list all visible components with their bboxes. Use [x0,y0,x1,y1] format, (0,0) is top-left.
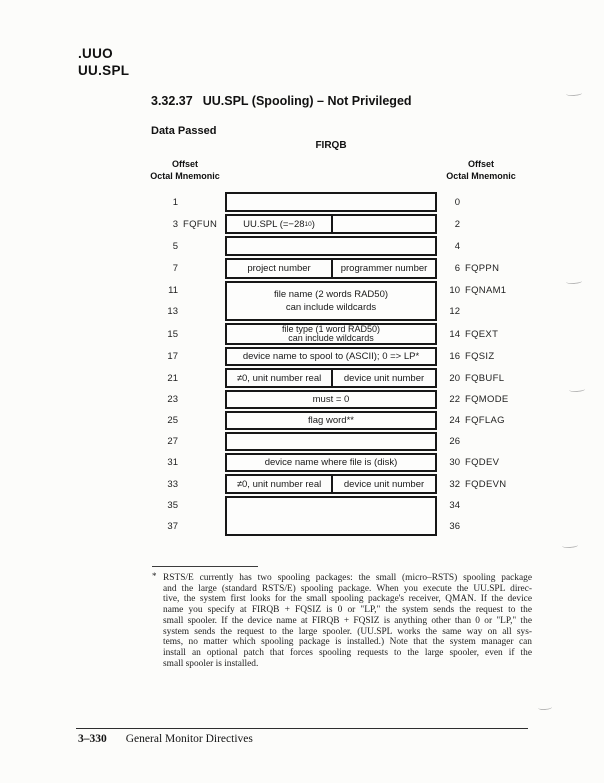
cell-value: programmer number [340,263,428,274]
cell-text: file type (1 word RAD50) [281,323,381,334]
offset-labels-right [447,453,521,472]
cell-value [333,216,435,232]
octal-mnemonic-label: Octal Mnemonic [150,170,220,181]
footnote [152,573,532,669]
offset-labels-right [447,236,521,256]
footnote-line: small spooler. If the device name at FIRQB + FQSIZ is anything other than 0 or "LP," the [163,615,532,626]
offset-labels-left [160,236,218,256]
cell-pair [227,476,435,492]
cell-pair [227,216,435,232]
footnote-line: and the large (standard RSTS/E) spooling package. When you execute the UU.SPL direc- [163,583,532,594]
scan-artifact [538,705,552,711]
mnemonic: FQNAM1 [465,285,507,296]
offset-labels-left [160,411,218,430]
mnemonic: FQPPN [465,263,500,274]
offset-labels-right [447,390,521,409]
running-head-line1: .UUO [78,46,113,61]
octal-offset: 31 [167,457,178,468]
footnote-line: name you specify at FIRQB + FQSIZ is 0 or "LP," the system sends the request to the [163,605,532,616]
page-footer [78,733,253,745]
octal-offset: 11 [168,285,178,296]
subscript: 10 [304,220,312,228]
octal-offset: 3 [172,218,178,230]
octal-offset: 12 [449,306,460,317]
footnote-marker: * [152,571,157,581]
offset-labels-right [447,432,521,451]
offset-labels-left [160,432,218,451]
offset-labels-left [160,214,218,234]
offset-labels-right [447,258,521,279]
cell-pair [227,260,435,277]
scan-artifact [566,278,582,284]
footnote-line: tive, the system first looks for the small spooling package's receiver, QMAN. If the device [163,594,532,605]
octal-offset: 27 [167,436,178,447]
section-number: 3.32.37 [151,94,193,108]
offset-labels-left [160,258,218,279]
octal-offset: 2 [454,218,460,230]
octal-offset: 13 [167,306,178,317]
table-row [172,236,460,256]
octal-offset: 5 [172,240,178,252]
cell-text: flag word** [308,415,354,426]
running-head [78,45,129,79]
cell-value: device unit number [343,372,425,384]
octal-offset: 10 [449,285,460,296]
table-row [172,214,460,234]
chapter-title: General Monitor Directives [125,733,253,745]
cell-text: file name (2 words RAD50) [273,289,389,300]
scan-artifact [569,386,585,392]
octal-offset: 1 [172,196,178,208]
running-head-line2: UU.SPL [78,63,130,78]
cell-value [227,216,333,232]
section-title [151,94,412,108]
cell-value: project number [227,260,333,277]
footnote-line: small spooler is installed. [163,658,259,669]
octal-offset: 37 [167,521,178,532]
offset-labels-left [160,496,218,536]
octal-offset: 0 [454,196,460,208]
cell-value: device unit number [343,478,425,490]
section-name: UU.SPL (Spooling) – Not Privileged [202,94,412,108]
mnemonic: FQFUN [183,218,218,230]
octal-offset: 6 [454,263,460,274]
octal-offset: 34 [449,500,460,511]
cell-text: must = 0 [312,394,350,405]
cell-value: ≠0, unit number real [227,476,333,492]
table-row [167,432,460,451]
cell-pair [227,370,435,386]
cell-value [227,349,435,364]
table-row [167,390,509,409]
offset-labels-right [447,281,521,321]
offset-labels-right [447,214,521,234]
mnemonic: FQEXT [465,328,499,340]
octal-offset: 22 [449,394,460,405]
footnote-line: tems, no matter which spooling package is installed.) Note that the system manager can [163,637,532,648]
scan-artifact [562,542,578,548]
cell-text: device name where file is (disk) [264,457,398,468]
table-row [167,453,500,472]
table-row [167,368,505,388]
offset-labels-right [447,496,521,536]
table-row [167,411,505,430]
mnemonic: FQSIZ [465,351,495,362]
table-row [172,192,460,212]
column-header-left [139,159,231,182]
scan-artifact [566,90,582,96]
offset-labels-right [447,323,521,345]
octal-offset: 33 [167,478,178,490]
octal-offset: 30 [449,457,460,468]
cell-text: UU.SPL (=−28 [243,218,305,230]
cell-value [227,413,435,428]
octal-offset: 24 [449,415,460,426]
octal-offset: 16 [449,351,460,362]
octal-offset: 36 [449,521,460,532]
mnemonic: FQDEV [465,457,500,468]
cell-value [227,325,435,343]
octal-offset: 21 [167,372,178,384]
footnote-text [163,573,532,669]
cell-value [227,455,435,470]
offset-label: Offset [467,159,494,169]
octal-offset: 15 [167,328,178,340]
offset-labels-right [447,474,521,494]
mnemonic: FQMODE [465,394,509,405]
offset-labels-left [160,192,218,212]
page-number: 3–330 [78,733,107,745]
table-row [167,323,499,345]
offset-labels-right [447,368,521,388]
cell-text: device name to spool to (ASCII); 0 => LP* [242,351,420,362]
cell-value: ≠0, unit number real [227,370,333,386]
offset-labels-left [160,474,218,494]
offset-labels-left [160,368,218,388]
octal-offset: 4 [454,240,460,252]
footnote-line: system sends the request to the large spooler. (UU.SPL works the same way on all sys- [163,626,532,637]
octal-offset: 20 [449,372,460,384]
octal-offset: 32 [449,478,460,490]
table-row [167,496,460,536]
table-row [167,347,495,366]
octal-mnemonic-label: Octal Mnemonic [446,170,516,181]
offset-labels-left [160,347,218,366]
diagram-title: FIRQB [315,140,347,151]
octal-offset: 25 [167,415,178,426]
footnote-line: install an optional patch that forces spooling requests to the large spooler, even if the [163,647,532,658]
offset-labels-right [447,347,521,366]
table-row [167,281,507,321]
offset-labels-left [160,453,218,472]
offset-labels-left [160,390,218,409]
octal-offset: 23 [167,394,178,405]
octal-offset: 17 [167,351,178,362]
offset-label: Offset [171,159,198,169]
data-passed-label: Data Passed [151,125,217,137]
octal-offset: 35 [167,500,178,511]
offset-labels-right [447,411,521,430]
octal-offset: 7 [172,263,178,274]
footer-rule [76,728,528,729]
firqb-table [167,192,509,538]
octal-offset: 14 [449,328,460,340]
mnemonic: FQFLAG [465,415,505,426]
cell-text: can include wildcards [288,333,374,343]
footnote-separator [152,566,258,567]
cell-value [227,392,435,407]
cell-text: can include wildcards [285,302,377,313]
offset-labels-right [447,192,521,212]
mnemonic: FQBUFL [465,372,505,384]
table-row [172,258,500,279]
cell-text: ) [311,218,315,230]
offset-labels-left [160,281,218,321]
column-header-right [435,159,527,182]
octal-offset: 26 [449,436,460,447]
cell-value [227,283,435,319]
footnote-line: RSTS/E currently has two spooling packages: the small (micro–RSTS) spooling package [163,573,532,583]
table-row [167,474,507,494]
offset-labels-left [160,323,218,345]
mnemonic: FQDEVN [465,478,507,490]
